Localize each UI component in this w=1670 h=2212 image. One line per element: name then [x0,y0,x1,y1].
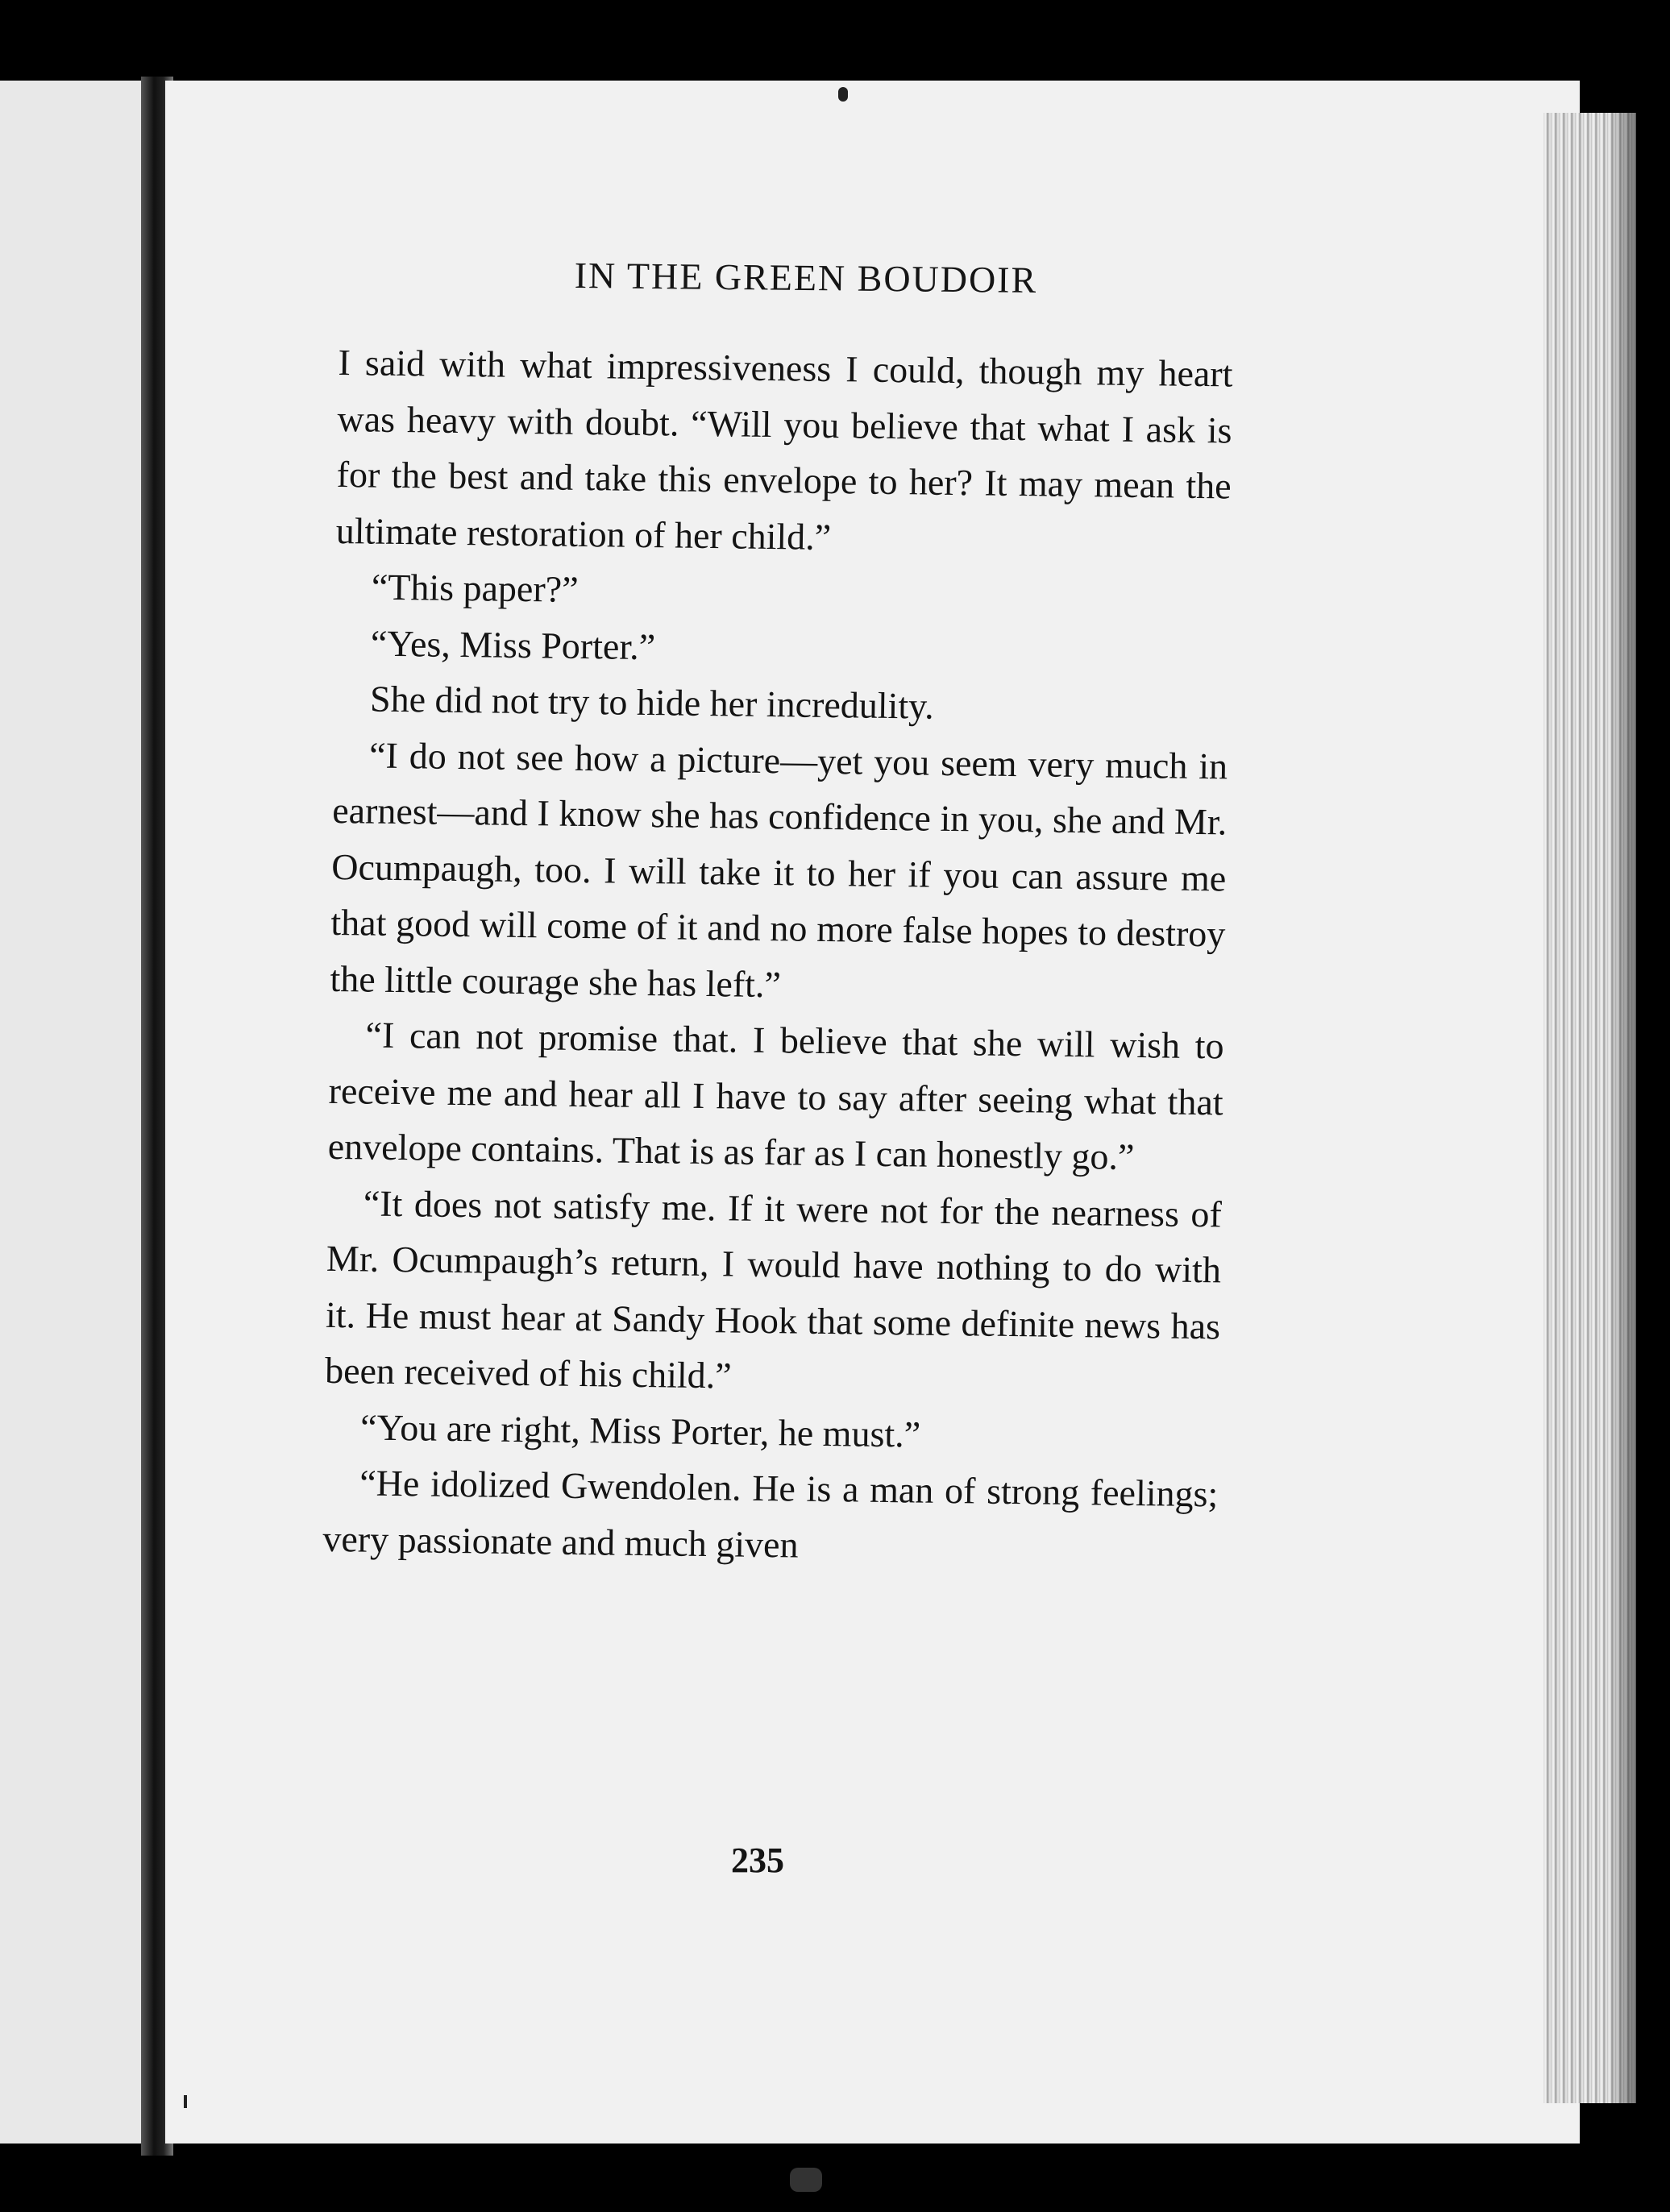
scan-speck [838,87,848,102]
paragraph-4: She did not try to hide her incredulity. [369,678,935,727]
page-edges-shadow [1608,113,1640,2103]
body-text [322,334,1233,1578]
paragraph-3: “Yes, Miss Porter.” [370,622,656,667]
scan-speck [184,2095,187,2108]
paragraph-9: “He idolized Gwendolen. He is a man of strong feelings; very passionate and much given [322,1462,1219,1566]
paragraph-7: “It does not satisfy me. If it were not for the nearness of Mr. Ocumpaugh’s return, I would have nothing to do with it. He must hear at Sandy Hook that some definite news has been received of his child.” [324,1181,1223,1397]
paragraph-2: “This paper?” [371,566,579,610]
scan-speck [790,2168,822,2192]
facing-page-edge [0,81,145,2144]
paragraph-5: “I do not see how a picture—yet you seem very much in earnest—and I know she has confidence in you, she and Mr. Ocumpaugh, too. I will take it to her if you can assure me that good will come of it and no more false hopes to destroy the little courage she has left.” [330,734,1228,1005]
paragraph-1: I said with what impressiveness I could, though my heart was heavy with doubt. “Will you believe that what I ask is for the best and take this envelope to her? It may mean the ultimate restoration of her child.” [335,341,1233,558]
paragraph-8: “You are right, Miss Porter, he must.” [359,1405,921,1455]
running-head: IN THE GREEN BOUDOIR [574,254,1038,301]
page-number: 235 [731,1841,784,1880]
paragraph-6: “I can not promise that. I believe that she will wish to receive me and hear all I have to say after seeing what that envelope contains. That is as far as I can honestly go.” [327,1014,1224,1178]
